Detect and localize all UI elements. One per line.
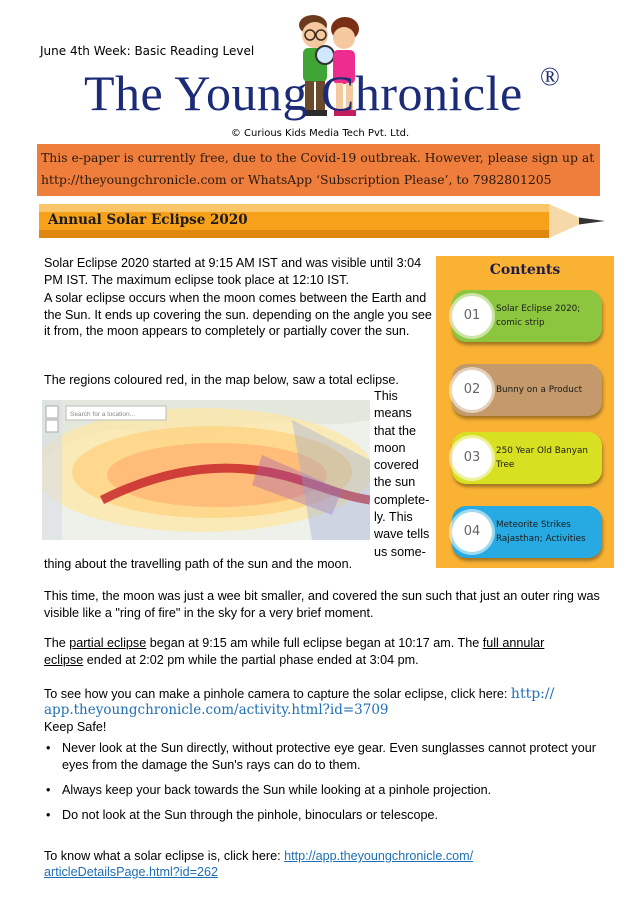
map-side-line: covered (374, 458, 419, 473)
contents-item-2[interactable] (452, 364, 602, 416)
list-item (46, 782, 606, 799)
week-label: June 4th Week: Basic Reading Level (40, 44, 255, 58)
pinhole-activity-link[interactable]: http:// (510, 686, 555, 702)
list-item (46, 740, 606, 773)
list-item-text: Never look at the Sun directly, without protective eye gear. Even sunglasses cannot protect your eyes from the damage the Sun's rays can do to them. (62, 741, 596, 772)
copyright: © Curious Kids Media Tech Pvt. Ltd. (230, 128, 410, 139)
map-side-text (374, 388, 444, 561)
list-item-text: Always keep your back towards the Sun while looking at a pinhole projection. (62, 783, 492, 797)
keep-safe-heading: Keep Safe! (44, 720, 107, 734)
contents-item-4[interactable] (452, 506, 602, 558)
map-side-line: wave tells (374, 527, 430, 542)
p7-text: To know what a solar eclipse is, click here: (44, 849, 281, 863)
contents-item-label: 250 Year Old Banyan Tree (496, 446, 588, 470)
contents-item-3[interactable] (452, 432, 602, 484)
article-details-link-2[interactable]: articleDetailsPage.html?id=262 (44, 865, 218, 879)
contents-item-number: 02 (452, 370, 492, 410)
contents-item-label: Solar Eclipse 2020; comic strip (496, 304, 581, 328)
contents-item-1[interactable] (452, 290, 602, 342)
list-item (46, 807, 606, 824)
contents-item-number: 04 (452, 512, 492, 552)
paragraph-3: The regions coloured red, in the map below, saw a total eclipse. (44, 373, 399, 387)
map-side-line: ly. This (374, 510, 413, 525)
paragraph-5 (44, 635, 604, 668)
notice-line-2: http://theyoungchronicle.com or WhatsApp ‘Subscription Please’, to 7982801205 (41, 172, 552, 187)
paragraph-7 (44, 848, 604, 865)
article-details-link[interactable]: http://app.theyoungchronicle.com/ (284, 849, 474, 863)
p5-text: ended at 2:02 pm while the partial phase ended at 3:04 pm. (83, 652, 419, 667)
bullet-dot: • (46, 783, 51, 797)
contents-item-label: Bunny on a Product (496, 385, 583, 395)
masthead-title: The Young Chronicle (84, 65, 523, 121)
map-side-line: means (374, 406, 412, 421)
contents-item-number: 01 (452, 296, 492, 336)
contents-title: Contents (489, 262, 561, 278)
paragraph-1: Solar Eclipse 2020 started at 9:15 AM IST and was visible until 3:04 PM IST. The maximum eclipse took place at 12:10 IST. (44, 256, 422, 287)
contents-item-label: Meteorite Strikes Rajasthan; Activities (496, 520, 586, 544)
map-side-line: complete- (374, 492, 430, 507)
bullet-dot: • (46, 741, 51, 755)
contents-item-number: 03 (452, 438, 492, 478)
map-search-input: Search for a location... (70, 411, 136, 418)
map-side-line: This (374, 389, 398, 403)
map-side-line: moon (374, 440, 406, 455)
eclipse-term[interactable]: eclipse (44, 652, 84, 667)
list-item-text: Do not look at the Sun through the pinhole, binoculars or telescope. (62, 808, 438, 822)
map-side-line: the sun (374, 475, 416, 490)
map-side-line: that the (374, 423, 417, 438)
paragraph-3-end: thing about the travelling path of the sun and the moon. (44, 557, 353, 571)
map-side-line: us some- (374, 544, 426, 559)
article-details-link-cont (44, 864, 218, 881)
full-annular-term[interactable]: full annular (482, 636, 545, 650)
registered-mark: ® (540, 62, 560, 91)
paragraph-6 (44, 686, 604, 703)
p5-text: The (44, 636, 70, 650)
article-heading: Annual Solar Eclipse 2020 (48, 212, 248, 228)
paragraph-4: This time, the moon was just a wee bit smaller, and covered the sun such that just an outer ring was visible like a "ring of fire" in the sky for a very brief moment. (44, 589, 600, 620)
eclipse-path-map (42, 400, 370, 540)
notice-line-1: This e-paper is currently free, due to the Covid-19 outbreak. However, please sign up at (41, 150, 595, 165)
pinhole-activity-link-cont[interactable]: app.theyoungchronicle.com/activity.html?id=3709 (44, 702, 389, 718)
bullet-dot: • (46, 808, 51, 822)
covid-notice-banner (37, 144, 600, 196)
p5-text: began at 9:15 am while full eclipse began at 10:17 am. The (146, 636, 483, 650)
contents-panel (436, 256, 614, 568)
paragraph-2: A solar eclipse occurs when the moon comes between the Earth and the Sun. It ends up covering the sun. depending on the angle you see it from, the moon appears to completely or partially cover the sun. (44, 291, 432, 338)
p6-text: To see how you can make a pinhole camera to capture the solar eclipse, click here: (44, 687, 508, 701)
partial-eclipse-term[interactable]: partial eclipse (69, 636, 147, 650)
